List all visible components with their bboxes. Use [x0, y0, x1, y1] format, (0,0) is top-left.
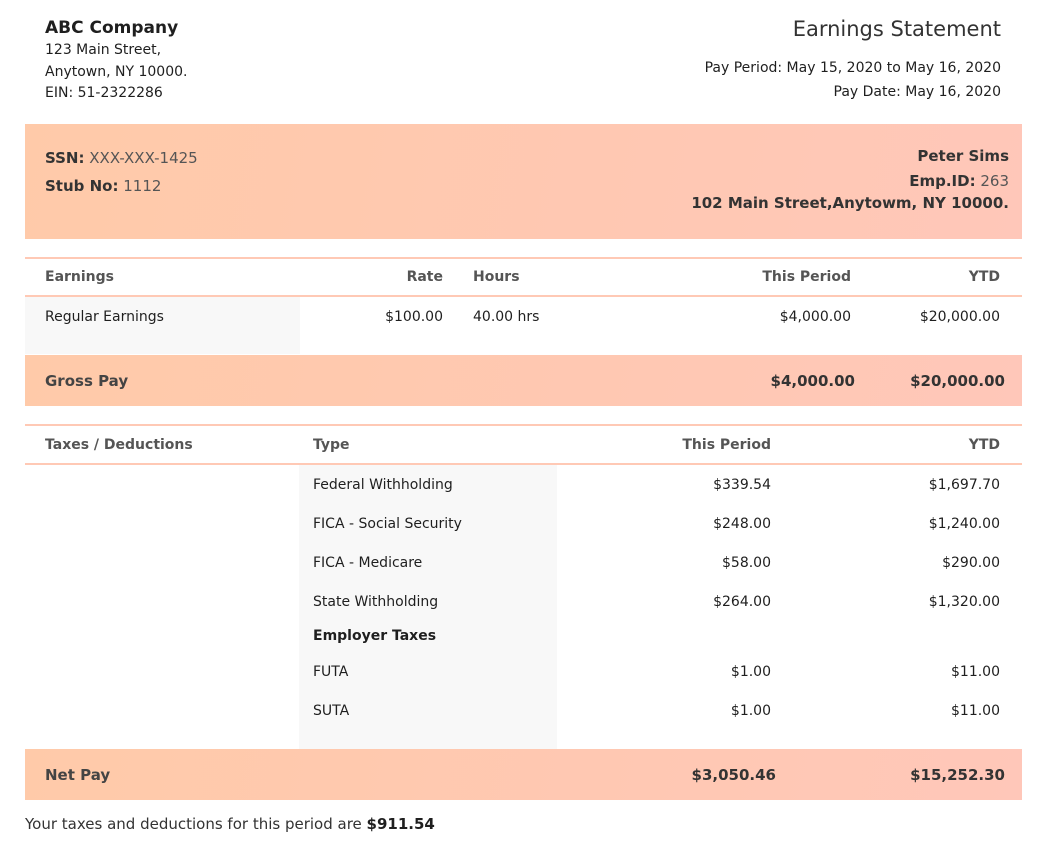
- ssn-row: [45, 144, 198, 172]
- stub-row: [45, 172, 198, 200]
- employee-ids: [45, 144, 198, 200]
- tax-this-period: $248.00: [713, 516, 771, 532]
- company-info: [45, 16, 187, 105]
- earnings-this-period-header: This Period: [762, 269, 851, 285]
- gross-pay-label: Gross Pay: [45, 372, 129, 390]
- employee-band: [25, 124, 1022, 239]
- earnings-ytd-header: YTD: [968, 269, 1000, 285]
- earning-ytd: $20,000.00: [919, 309, 1000, 325]
- taxes-this-period-header: This Period: [682, 437, 771, 453]
- taxes-ytd-header: YTD: [968, 437, 1000, 453]
- employer-tax-ytd: $11.00: [951, 664, 1000, 680]
- tax-this-period: $264.00: [713, 594, 771, 610]
- employee-address: 102 Main Street,Anytowm, NY 10000.: [691, 194, 1009, 212]
- net-pay-this-period: $3,050.46: [691, 766, 776, 784]
- earning-hours: 40.00 hrs: [473, 309, 540, 325]
- stub-label: Stub No:: [45, 177, 119, 195]
- emp-id-row: [691, 169, 1009, 194]
- employer-tax-type: FUTA: [313, 664, 349, 680]
- tax-this-period: $58.00: [722, 555, 771, 571]
- tax-type: FICA - Medicare: [313, 555, 423, 571]
- stub-value: 1112: [123, 177, 162, 195]
- tax-type: State Withholding: [313, 594, 439, 610]
- employer-tax-this-period: $1.00: [730, 703, 771, 719]
- employer-tax-ytd: $11.00: [951, 703, 1000, 719]
- employer-taxes-label: Employer Taxes: [313, 628, 437, 644]
- earnings-header: Earnings: [45, 269, 115, 285]
- gross-pay-band: [25, 355, 1022, 406]
- taxes-top-rule: [25, 424, 1022, 426]
- net-pay-ytd: $15,252.30: [910, 766, 1005, 784]
- employer-tax-type: SUTA: [313, 703, 350, 719]
- employee-details: [691, 144, 1009, 213]
- ssn-label: SSN:: [45, 149, 85, 167]
- earning-this-period: $4,000.00: [779, 309, 851, 325]
- tax-ytd: $1,240.00: [928, 516, 1000, 532]
- tax-type: FICA - Social Security: [313, 516, 462, 532]
- statement-title: Earnings Statement: [792, 17, 1001, 41]
- tax-ytd: $1,320.00: [928, 594, 1000, 610]
- earning-name: Regular Earnings: [45, 309, 164, 325]
- earning-rate: $100.00: [385, 309, 443, 325]
- net-pay-label: Net Pay: [45, 766, 111, 784]
- employer-tax-this-period: $1.00: [730, 664, 771, 680]
- gross-pay-ytd: $20,000.00: [910, 372, 1005, 390]
- rate-header: Rate: [406, 269, 443, 285]
- company-ein: EIN: 51-2322286: [45, 85, 163, 101]
- hours-header: Hours: [473, 269, 520, 285]
- statement-info: [705, 16, 1001, 104]
- deductions-summary-text: Your taxes and deductions for this period are: [25, 815, 367, 833]
- emp-id-value: 263: [980, 172, 1009, 190]
- deductions-summary-amount: $911.54: [366, 815, 435, 833]
- ssn-value: XXX-XXX-1425: [89, 149, 198, 167]
- taxes-section-header: Taxes / Deductions: [45, 437, 193, 453]
- net-pay-band: [25, 749, 1022, 800]
- company-address-line1: 123 Main Street,: [45, 42, 162, 58]
- pay-date: Pay Date: May 16, 2020: [833, 84, 1001, 100]
- gross-pay-this-period: $4,000.00: [770, 372, 855, 390]
- tax-ytd: $1,697.70: [928, 477, 1000, 493]
- company-name: ABC Company: [45, 18, 179, 38]
- type-header: Type: [313, 437, 350, 453]
- deductions-summary: [25, 815, 435, 833]
- emp-id-label: Emp.ID:: [909, 172, 976, 190]
- pay-period: Pay Period: May 15, 2020 to May 16, 2020: [704, 60, 1001, 76]
- company-address-line2: Anytown, NY 10000.: [45, 63, 188, 80]
- tax-ytd: $290.00: [942, 555, 1000, 571]
- earnings-top-rule: [25, 257, 1022, 259]
- tax-type: Federal Withholding: [313, 477, 453, 493]
- employee-name: Peter Sims: [917, 147, 1009, 165]
- tax-this-period: $339.54: [713, 477, 771, 493]
